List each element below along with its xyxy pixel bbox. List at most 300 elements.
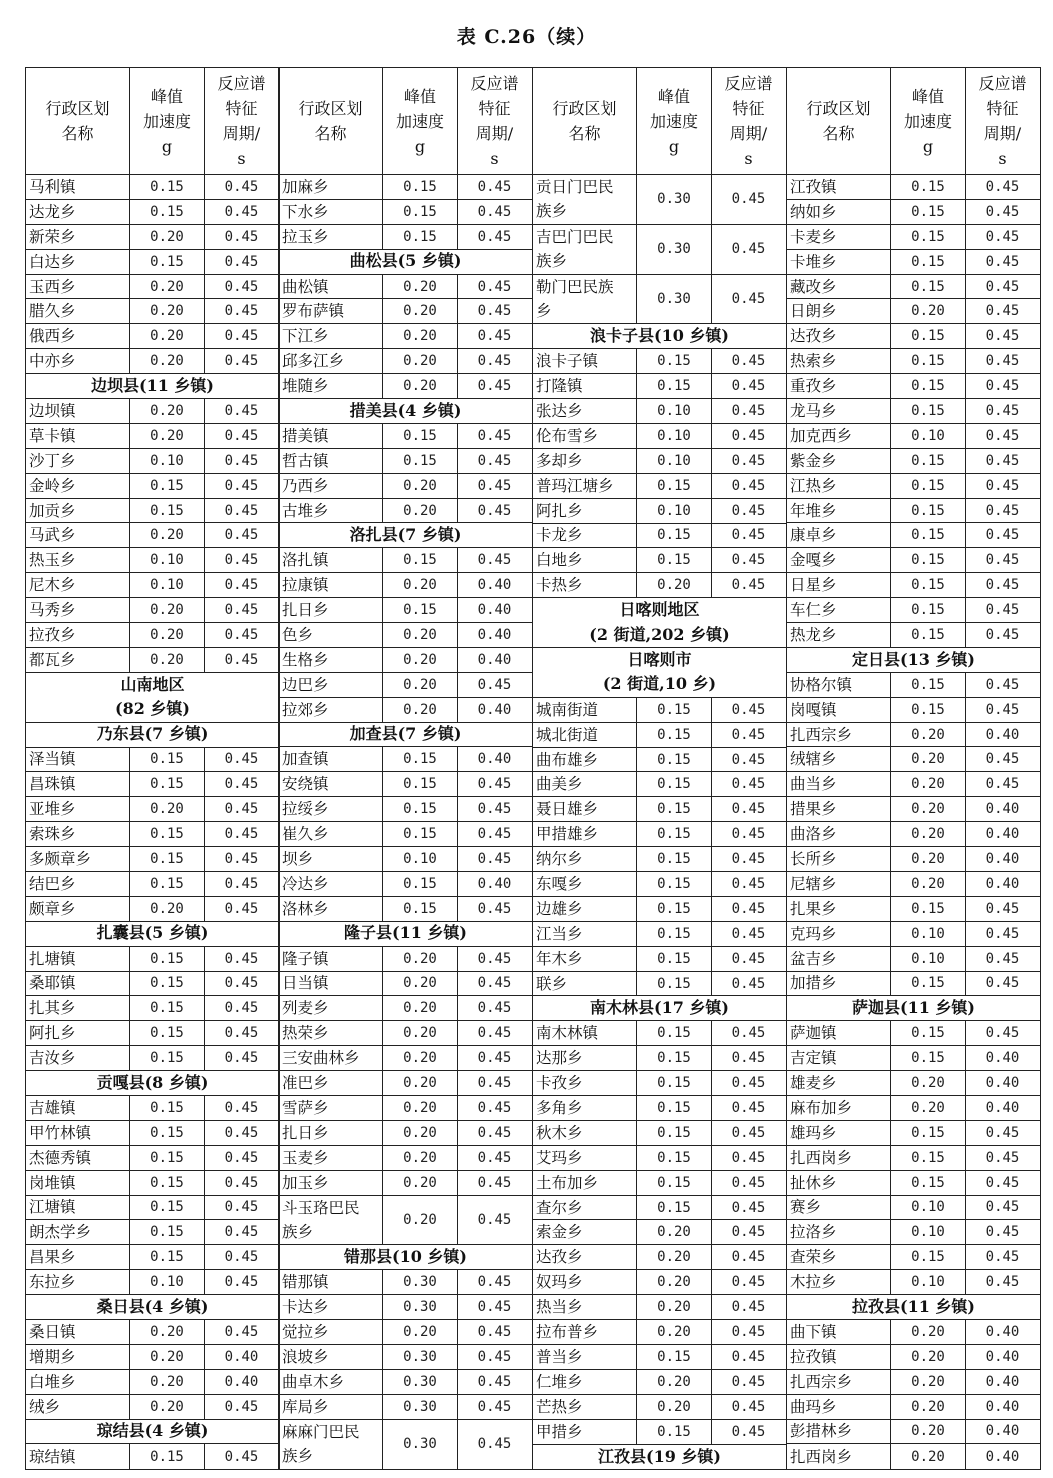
peak-acceleration-cell: 0.20 <box>130 349 205 373</box>
peak-acceleration-cell: 0.20 <box>891 299 966 323</box>
peak-acceleration-cell: 0.20 <box>891 772 966 796</box>
spectrum-period-cell: 0.45 <box>985 328 1020 345</box>
table-header <box>533 68 786 175</box>
region-name-cell: 罗布萨镇 <box>279 299 383 323</box>
region-name-cell: 洛扎镇 <box>279 548 383 572</box>
peak-acceleration-cell: 0.15 <box>891 399 966 423</box>
region-name-cell: 金岭乡 <box>26 474 130 498</box>
table-row <box>26 225 279 250</box>
peak-acceleration-cell: 0.15 <box>130 1146 205 1170</box>
table-row <box>26 1121 279 1146</box>
region-name-cell: 尼辖乡 <box>787 872 891 896</box>
peak-acceleration-cell: 0.15 <box>637 748 712 772</box>
peak-acceleration-cell: 0.10 <box>383 847 458 871</box>
spectrum-period-cell: 0.45 <box>224 577 259 594</box>
table-row <box>279 175 532 200</box>
region-name-cell: 曲布雄乡 <box>533 748 637 772</box>
peak-acceleration-cell: 0.20 <box>383 1146 458 1170</box>
spectrum-period-cell: 0.40 <box>985 850 1020 867</box>
region-name-cell: 边雄乡 <box>533 897 637 921</box>
spectrum-period-cell: 0.45 <box>477 900 512 917</box>
spectrum-period-cell: 0.45 <box>731 1149 766 1166</box>
spectrum-period-cell: 0.40 <box>985 1050 1020 1067</box>
region-name-cell: 觉拉乡 <box>279 1320 383 1344</box>
peak-acceleration-cell: 0.20 <box>130 324 205 348</box>
region-name-cell: 热玉乡 <box>26 548 130 572</box>
region-name-cell: 邱多江乡 <box>279 349 383 373</box>
table-row <box>533 349 786 374</box>
region-name-cell: 康卓乡 <box>787 523 891 547</box>
peak-acceleration-cell: 0.15 <box>383 897 458 921</box>
peak-acceleration-cell: 0.20 <box>130 225 205 249</box>
table-row <box>533 1320 786 1345</box>
table-row <box>787 424 1040 449</box>
peak-acceleration-cell: 0.15 <box>130 872 205 896</box>
table-row <box>787 972 1040 997</box>
region-name-cell: 长所乡 <box>787 847 891 871</box>
spectrum-period-cell: 0.40 <box>985 1323 1020 1340</box>
table-row <box>533 449 786 474</box>
section-header-row <box>26 723 279 748</box>
region-name-cell: 曲玛乡 <box>787 1395 891 1419</box>
peak-acceleration-cell: 0.15 <box>891 349 966 373</box>
spectrum-period-cell: 0.45 <box>985 1174 1020 1191</box>
region-name-cell: 拉孜镇 <box>787 1345 891 1369</box>
region-name-cell: 列麦乡 <box>279 996 383 1020</box>
peak-acceleration-cell: 0.15 <box>637 872 712 896</box>
region-name-cell: 加克西乡 <box>787 424 891 448</box>
spectrum-period-cell: 0.45 <box>477 1000 512 1017</box>
table-row <box>26 175 279 200</box>
peak-acceleration-cell: 0.20 <box>637 1370 712 1394</box>
region-name-cell: 哲古镇 <box>279 449 383 473</box>
table-row <box>533 1220 786 1245</box>
table-row <box>279 623 532 648</box>
table-row <box>26 324 279 349</box>
spectrum-period-cell: 0.45 <box>985 925 1020 942</box>
table-row <box>279 324 532 349</box>
peak-acceleration-cell: 0.20 <box>891 822 966 846</box>
spectrum-period-cell: 0.45 <box>731 1124 766 1141</box>
spectrum-period-cell: 0.45 <box>477 1373 512 1390</box>
region-name-cell: 扎西宗乡 <box>787 1370 891 1394</box>
peak-acceleration-cell: 0.20 <box>383 623 458 647</box>
peak-acceleration-cell: 0.20 <box>891 797 966 821</box>
peak-acceleration-cell: 0.15 <box>891 374 966 398</box>
table-row <box>533 1270 786 1295</box>
section-header-row <box>533 324 786 349</box>
table-row <box>787 872 1040 897</box>
region-name-cell: 桑耶镇 <box>26 972 130 996</box>
table-row <box>279 1295 532 1320</box>
spectrum-period-cell: 0.45 <box>224 402 259 419</box>
table-row <box>279 972 532 997</box>
peak-acceleration-cell: 0.15 <box>130 1046 205 1070</box>
spectrum-period-cell: 0.45 <box>224 826 259 843</box>
peak-acceleration-cell: 0.20 <box>383 1071 458 1095</box>
region-name-cell: 藏改乡 <box>787 275 891 299</box>
table-row <box>26 399 279 424</box>
spectrum-period-cell: 0.45 <box>985 427 1020 444</box>
region-name-cell: 龙马乡 <box>787 399 891 423</box>
peak-acceleration-cell: 0.15 <box>130 772 205 796</box>
spectrum-period-cell: 0.45 <box>477 826 512 843</box>
spectrum-period-cell: 0.45 <box>477 1323 512 1340</box>
region-name-cell: 拉康镇 <box>279 573 383 597</box>
peak-acceleration-cell: 0.15 <box>637 1345 712 1369</box>
spectrum-period-cell: 0.45 <box>477 278 512 295</box>
spectrum-period-cell: 0.45 <box>477 1075 512 1091</box>
table-row <box>787 1420 1040 1445</box>
table-row <box>279 698 532 723</box>
section-header-row <box>787 1295 1040 1320</box>
region-name-cell: 甲措雄乡 <box>533 822 637 846</box>
peak-acceleration-cell: 0.20 <box>383 1171 458 1195</box>
table-row <box>279 449 532 474</box>
region-name-cell: 达龙乡 <box>26 200 130 224</box>
region-name-cell: 雪萨乡 <box>279 1096 383 1120</box>
table-row <box>279 872 532 897</box>
spectrum-period-cell: 0.45 <box>224 303 259 320</box>
peak-acceleration-cell: 0.15 <box>637 1021 712 1045</box>
spectrum-period-cell: 0.45 <box>477 850 512 867</box>
spectrum-period-cell: 0.45 <box>985 452 1020 469</box>
table-row <box>533 1121 786 1146</box>
peak-acceleration-cell: 0.15 <box>383 424 458 448</box>
header-spectrum-period: 反应谱 特征 周期/ s <box>470 74 519 168</box>
region-name-cell: 下水乡 <box>279 200 383 224</box>
spectrum-period-cell: 0.45 <box>731 1274 766 1291</box>
peak-acceleration-cell: 0.15 <box>891 548 966 572</box>
peak-acceleration-cell: 0.20 <box>383 1320 458 1344</box>
table-row <box>533 797 786 822</box>
section-title: 隆子县(11 乡镇) <box>344 923 467 943</box>
region-name-cell: 重孜乡 <box>787 374 891 398</box>
peak-acceleration-cell: 0.15 <box>637 374 712 398</box>
spectrum-period-cell: 0.45 <box>224 875 259 892</box>
spectrum-period-cell: 0.40 <box>985 1348 1020 1365</box>
spectrum-period-cell: 0.45 <box>731 701 766 718</box>
table-row <box>787 374 1040 399</box>
spectrum-period-cell: 0.45 <box>731 975 766 992</box>
spectrum-period-cell: 0.45 <box>224 527 259 544</box>
peak-acceleration-cell: 0.15 <box>891 623 966 647</box>
region-name-cell: 下江乡 <box>279 324 383 348</box>
table-row <box>533 872 786 897</box>
peak-acceleration-cell: 0.20 <box>383 474 458 498</box>
spectrum-period-cell: 0.45 <box>477 228 512 245</box>
table-row <box>787 1320 1040 1345</box>
table-row <box>533 748 786 773</box>
table-row <box>787 1395 1040 1420</box>
peak-acceleration-cell: 0.20 <box>637 1245 712 1269</box>
peak-acceleration-cell: 0.20 <box>130 299 205 323</box>
section-title: 措美县(4 乡镇) <box>349 400 462 420</box>
region-name-cell: 岗嘎镇 <box>787 698 891 722</box>
table-row <box>533 1295 786 1320</box>
spectrum-period-cell: 0.45 <box>731 900 766 917</box>
peak-acceleration-cell: 0.20 <box>383 1021 458 1045</box>
section-header-row <box>279 399 532 424</box>
spectrum-period-cell: 0.45 <box>731 1398 766 1415</box>
region-name-cell: 边巴乡 <box>279 673 383 697</box>
spectrum-period-cell: 0.45 <box>731 801 766 818</box>
peak-acceleration-cell: 0.20 <box>383 1121 458 1145</box>
peak-acceleration-cell: 0.10 <box>891 1196 966 1220</box>
spectrum-period-cell: 0.45 <box>985 577 1020 594</box>
section-title: 拉孜县(11 乡镇) <box>852 1296 975 1316</box>
spectrum-period-cell: 0.40 <box>985 1448 1020 1465</box>
spectrum-period-cell: 0.45 <box>985 626 1020 643</box>
region-name-cell: 马利镇 <box>26 175 130 199</box>
region-name-cell: 江当乡 <box>533 922 637 946</box>
peak-acceleration-cell: 0.20 <box>383 324 458 348</box>
peak-acceleration-cell: 0.20 <box>383 996 458 1020</box>
table-row <box>279 1420 532 1470</box>
spectrum-period-cell: 0.45 <box>224 950 259 967</box>
table-row <box>533 1370 786 1395</box>
spectrum-period-cell: 0.45 <box>224 1448 259 1465</box>
table-row <box>279 847 532 872</box>
table-row <box>787 449 1040 474</box>
region-name-cell: 朗杰学乡 <box>26 1220 130 1244</box>
header-region-name: 行政区划 名称 <box>533 68 637 174</box>
table-row <box>787 1121 1040 1146</box>
peak-acceleration-cell: 0.20 <box>891 1395 966 1419</box>
region-name-cell: 扎西岗乡 <box>787 1146 891 1170</box>
spectrum-period-cell: 0.40 <box>985 1423 1020 1440</box>
peak-acceleration-cell: 0.15 <box>637 1171 712 1195</box>
spectrum-period-cell: 0.45 <box>477 303 512 320</box>
spectrum-period-cell: 0.45 <box>985 950 1020 967</box>
region-name-cell: 沙丁乡 <box>26 449 130 473</box>
spectrum-period-cell: 0.45 <box>731 1199 766 1216</box>
table-row <box>533 1420 786 1445</box>
header-region-name: 行政区划 名称 <box>279 68 383 174</box>
region-name-cell: 阿扎乡 <box>533 499 637 523</box>
section-header-row <box>533 1445 786 1470</box>
region-name-cell: 热索乡 <box>787 349 891 373</box>
section-title: 贡嘎县(8 乡镇) <box>96 1072 209 1092</box>
table-row <box>279 374 532 399</box>
table-row <box>279 225 532 250</box>
peak-acceleration-cell: 0.15 <box>891 573 966 597</box>
section-header-row <box>533 598 786 648</box>
table-row <box>279 573 532 598</box>
spectrum-period-cell: 0.45 <box>224 900 259 917</box>
spectrum-period-cell: 0.45 <box>731 427 766 444</box>
spectrum-period-cell: 0.45 <box>477 1099 512 1116</box>
peak-acceleration-cell: 0.15 <box>637 797 712 821</box>
peak-acceleration-cell: 0.15 <box>637 922 712 946</box>
table-row <box>279 424 532 449</box>
peak-acceleration-cell: 0.15 <box>383 822 458 846</box>
peak-acceleration-cell: 0.15 <box>383 449 458 473</box>
peak-acceleration-cell: 0.15 <box>383 772 458 796</box>
region-name-cell: 吉雄镇 <box>26 1096 130 1120</box>
region-name-cell: 多角乡 <box>533 1096 637 1120</box>
spectrum-period-cell: 0.45 <box>224 228 259 245</box>
peak-acceleration-cell: 0.20 <box>130 1320 205 1344</box>
spectrum-period-cell: 0.45 <box>224 1050 259 1067</box>
spectrum-period-cell: 0.45 <box>731 527 766 544</box>
table-row <box>533 723 786 748</box>
region-name-cell: 白地乡 <box>533 548 637 572</box>
region-name-cell: 扎西宗乡 <box>787 723 891 747</box>
region-name-cell: 曲美乡 <box>533 772 637 796</box>
spectrum-period-cell: 0.45 <box>224 1000 259 1017</box>
spectrum-period-cell: 0.45 <box>224 851 259 867</box>
spectrum-period-cell: 0.45 <box>985 900 1020 917</box>
table-header <box>787 68 1040 175</box>
spectrum-period-cell: 0.45 <box>731 290 766 307</box>
peak-acceleration-cell: 0.15 <box>130 1096 205 1120</box>
peak-acceleration-cell: 0.20 <box>130 523 205 547</box>
table-row <box>787 499 1040 524</box>
region-name-cell: 金嘎乡 <box>787 548 891 572</box>
table-row <box>26 299 279 324</box>
section-header-row <box>279 523 532 548</box>
spectrum-period-cell: 0.45 <box>985 1274 1020 1291</box>
spectrum-period-cell: 0.45 <box>985 776 1020 793</box>
table-row <box>279 1345 532 1370</box>
section-title: 定日县(13 乡镇) <box>852 649 975 669</box>
table-row <box>787 847 1040 872</box>
spectrum-period-cell: 0.40 <box>985 1373 1020 1390</box>
region-name-cell: 马武乡 <box>26 523 130 547</box>
spectrum-period-cell: 0.45 <box>731 477 766 494</box>
spectrum-period-cell: 0.45 <box>731 1299 766 1316</box>
spectrum-period-cell: 0.40 <box>477 577 512 594</box>
peak-acceleration-cell: 0.10 <box>130 449 205 473</box>
region-name-cell: 江塘镇 <box>26 1196 130 1220</box>
peak-acceleration-cell: 0.15 <box>637 1146 712 1170</box>
table-row <box>26 1046 279 1071</box>
table-row <box>26 623 279 648</box>
table-row <box>787 573 1040 598</box>
peak-acceleration-cell: 0.15 <box>130 996 205 1020</box>
table-row <box>279 673 532 698</box>
region-name-cell: 聂日雄乡 <box>533 797 637 821</box>
table-column-block <box>786 67 1041 1470</box>
region-name-cell: 玉西乡 <box>26 275 130 299</box>
peak-acceleration-cell: 0.15 <box>891 200 966 224</box>
peak-acceleration-cell: 0.20 <box>891 1071 966 1095</box>
peak-acceleration-cell: 0.10 <box>891 947 966 971</box>
table-row <box>26 474 279 499</box>
region-name-cell: 车仁乡 <box>787 598 891 622</box>
spectrum-period-cell: 0.45 <box>477 1348 512 1365</box>
table-row <box>26 947 279 972</box>
spectrum-period-cell: 0.45 <box>477 502 512 519</box>
region-name-cell: 拉洛乡 <box>787 1220 891 1244</box>
peak-acceleration-cell: 0.30 <box>383 1370 458 1394</box>
region-name-cell: 热龙乡 <box>787 623 891 647</box>
region-name-cell: 加玉乡 <box>279 1171 383 1195</box>
region-name-cell: 达孜乡 <box>533 1245 637 1269</box>
table-row <box>533 374 786 399</box>
section-header-row <box>26 1295 279 1320</box>
region-name-cell: 麻麻门巴民 族乡 <box>279 1420 383 1470</box>
peak-acceleration-cell: 0.15 <box>637 772 712 796</box>
region-name-cell: 土布加乡 <box>533 1171 637 1195</box>
spectrum-period-cell: 0.45 <box>731 241 766 258</box>
spectrum-period-cell: 0.45 <box>224 203 259 220</box>
region-name-cell: 扯休乡 <box>787 1171 891 1195</box>
table-row <box>533 847 786 872</box>
table-row <box>26 822 279 847</box>
table-row <box>26 349 279 374</box>
spectrum-period-cell: 0.45 <box>477 1299 512 1316</box>
region-name-cell: 纳如乡 <box>787 200 891 224</box>
region-name-cell: 马秀乡 <box>26 598 130 622</box>
region-name-cell: 赛乡 <box>787 1196 891 1220</box>
table-row <box>26 1270 279 1295</box>
region-name-cell: 甲竹林镇 <box>26 1121 130 1145</box>
peak-acceleration-cell: 0.15 <box>637 847 712 871</box>
table-row <box>279 1320 532 1345</box>
region-name-cell: 琼结镇 <box>26 1444 130 1469</box>
spectrum-period-cell: 0.45 <box>731 353 766 370</box>
table-row <box>533 1345 786 1370</box>
spectrum-period-cell: 0.45 <box>224 626 259 643</box>
peak-acceleration-cell: 0.20 <box>637 1220 712 1244</box>
region-name-cell: 洛林乡 <box>279 897 383 921</box>
table-row <box>26 1196 279 1221</box>
peak-acceleration-cell: 0.20 <box>637 573 712 597</box>
table-row <box>279 747 532 772</box>
spectrum-period-cell: 0.45 <box>224 801 259 818</box>
section-header-row <box>279 250 532 275</box>
peak-acceleration-cell: 0.15 <box>637 723 712 747</box>
region-name-cell: 城南街道 <box>533 698 637 722</box>
table-row <box>26 1395 279 1420</box>
table-row <box>26 748 279 773</box>
region-name-cell: 色乡 <box>279 623 383 647</box>
spectrum-period-cell: 0.45 <box>985 203 1020 220</box>
peak-acceleration-cell: 0.15 <box>891 1245 966 1269</box>
region-name-cell: 南木林镇 <box>533 1021 637 1045</box>
table-row <box>787 623 1040 648</box>
spectrum-period-cell: 0.45 <box>985 477 1020 494</box>
table-row <box>533 399 786 424</box>
region-name-cell: 准巴乡 <box>279 1071 383 1095</box>
table-row <box>787 1046 1040 1071</box>
region-name-cell: 都瓦乡 <box>26 648 130 672</box>
section-title: 日喀则市 (2 街道,10 乡) <box>602 649 717 694</box>
spectrum-period-cell: 0.45 <box>477 950 512 967</box>
region-name-cell: 拉郊乡 <box>279 698 383 722</box>
spectrum-period-cell: 0.45 <box>985 353 1020 370</box>
peak-acceleration-cell: 0.15 <box>130 1021 205 1045</box>
region-name-cell: 江热乡 <box>787 474 891 498</box>
table-row <box>787 1171 1040 1196</box>
spectrum-period-cell: 0.45 <box>224 477 259 494</box>
table-row <box>279 1146 532 1171</box>
peak-acceleration-cell: 0.15 <box>637 1071 712 1095</box>
spectrum-period-cell: 0.40 <box>985 826 1020 843</box>
region-name-cell: 索金乡 <box>533 1220 637 1244</box>
region-name-cell: 亚堆乡 <box>26 797 130 821</box>
region-name-cell: 桑日镇 <box>26 1320 130 1344</box>
table-row <box>26 872 279 897</box>
region-name-cell: 拉孜乡 <box>26 623 130 647</box>
table-row <box>787 1345 1040 1370</box>
peak-acceleration-cell: 0.20 <box>891 1320 966 1344</box>
region-name-cell: 多颇章乡 <box>26 847 130 871</box>
table-row <box>279 772 532 797</box>
table-row <box>533 1196 786 1221</box>
